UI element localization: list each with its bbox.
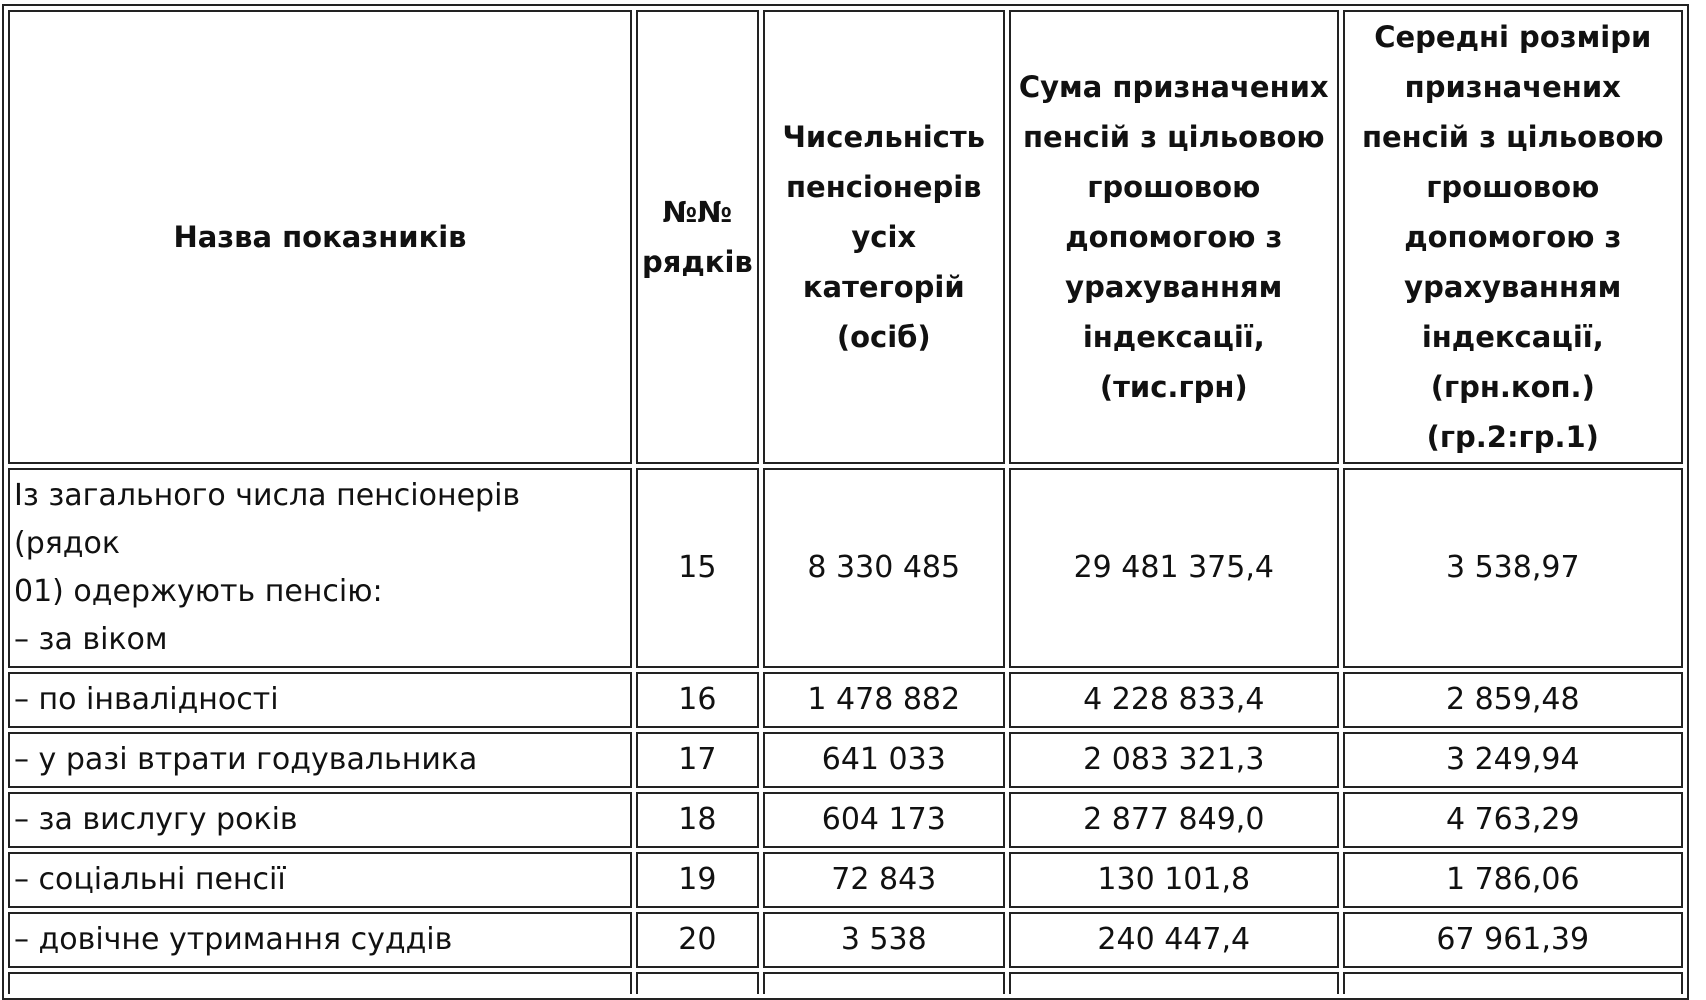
- pensioner-count-cell: 8 330 485: [763, 468, 1005, 668]
- pensioner-count-cell: 3 538: [763, 912, 1005, 968]
- header-indicator-name: Назва показників: [8, 10, 632, 464]
- pension-sum-cell: 2 083 321,3: [1009, 732, 1339, 788]
- average-pension-cell: 2 859,48: [1343, 672, 1683, 728]
- empty-cell: [636, 972, 759, 994]
- average-pension-cell: 67 961,39: [1343, 912, 1683, 968]
- indicator-name-cell: [8, 468, 632, 668]
- header-pensioner-count: Чисельність пенсіонерів усіх категорій (осіб): [763, 10, 1005, 464]
- pension-sum-cell: 2 877 849,0: [1009, 792, 1339, 848]
- empty-cell: [1343, 972, 1683, 994]
- indicator-name-cell: – у разі втрати годувальника: [8, 732, 632, 788]
- row-number-cell: 17: [636, 732, 759, 788]
- table-row: [8, 732, 1683, 788]
- average-pension-cell: 3 249,94: [1343, 732, 1683, 788]
- table-row: [8, 672, 1683, 728]
- indicator-name-cell: – за вислугу років: [8, 792, 632, 848]
- pensioner-count-cell: 72 843: [763, 852, 1005, 908]
- indicator-name-line: Із загального числа пенсіонерів (рядок: [14, 478, 521, 561]
- row-number-cell: 18: [636, 792, 759, 848]
- pension-sum-cell: 130 101,8: [1009, 852, 1339, 908]
- table-row: [8, 792, 1683, 848]
- header-pension-sum: Сума призначених пенсій з цільовою грошовою допомогою з урахуванням індексації, (тис.грн): [1009, 10, 1339, 464]
- table-row: [8, 912, 1683, 968]
- header-row: [8, 10, 1683, 464]
- average-pension-cell: 3 538,97: [1343, 468, 1683, 668]
- empty-cell: [763, 972, 1005, 994]
- indicator-name-line: 01) одержують пенсію:: [14, 574, 383, 609]
- pension-sum-cell: 4 228 833,4: [1009, 672, 1339, 728]
- row-number-cell: 15: [636, 468, 759, 668]
- indicator-name-cell: – по інвалідності: [8, 672, 632, 728]
- row-number-cell: 19: [636, 852, 759, 908]
- table-row: [8, 468, 1683, 668]
- pensioner-count-cell: 641 033: [763, 732, 1005, 788]
- header-row-number: №№ рядків: [636, 10, 759, 464]
- average-pension-cell: 4 763,29: [1343, 792, 1683, 848]
- indicator-name-cell: – довічне утримання суддів: [8, 912, 632, 968]
- pension-statistics-table: [2, 4, 1689, 1000]
- row-number-cell: 20: [636, 912, 759, 968]
- header-average-pension: Середні розміри призначених пенсій з цільовою грошовою допомогою з урахуванням індексації, (грн.коп.) (гр.2:гр.1): [1343, 10, 1683, 464]
- table-row: [8, 852, 1683, 908]
- empty-cell: [1009, 972, 1339, 994]
- pensioner-count-cell: 1 478 882: [763, 672, 1005, 728]
- pensioner-count-cell: 604 173: [763, 792, 1005, 848]
- indicator-name-cell: – соціальні пенсії: [8, 852, 632, 908]
- row-number-cell: 16: [636, 672, 759, 728]
- table-row-partial: [8, 972, 1683, 994]
- indicator-name-line: – за віком: [14, 622, 168, 657]
- pension-sum-cell: 29 481 375,4: [1009, 468, 1339, 668]
- average-pension-cell: 1 786,06: [1343, 852, 1683, 908]
- empty-cell: [8, 972, 632, 994]
- pension-sum-cell: 240 447,4: [1009, 912, 1339, 968]
